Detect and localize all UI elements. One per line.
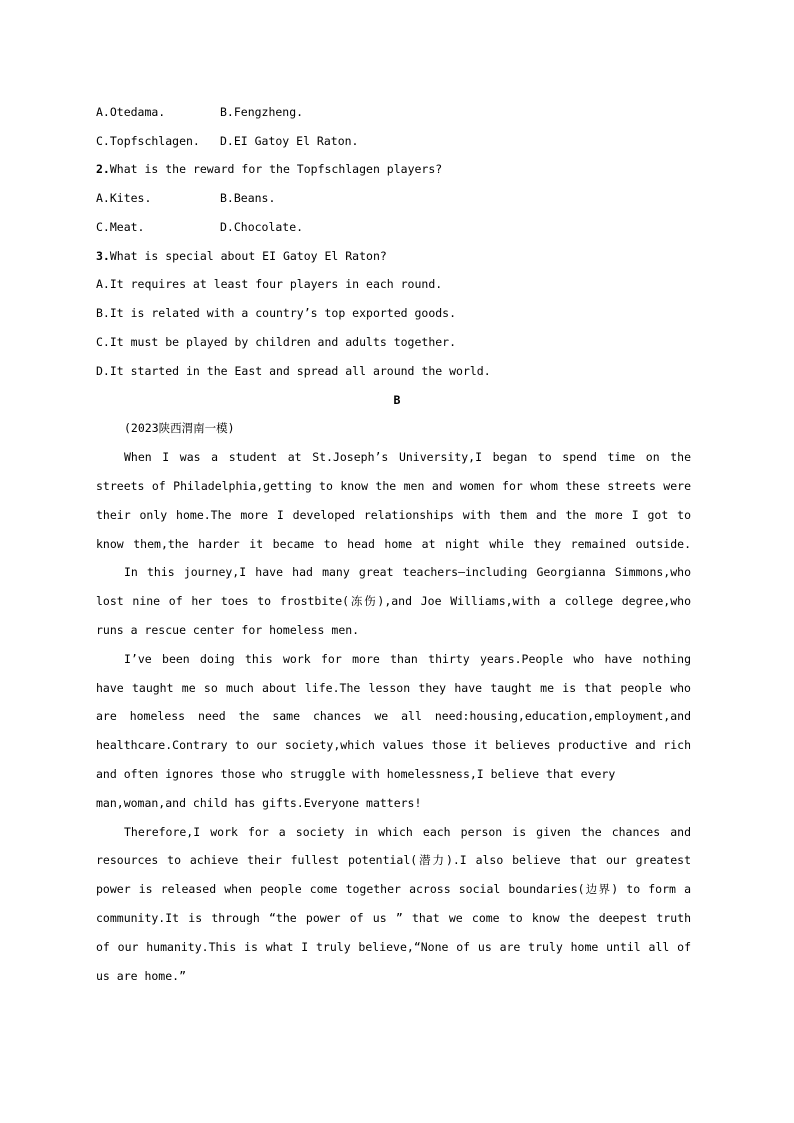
paragraph-3-line-1: I’ve been doing this work for more than thirty years.People who have nothing: [124, 652, 691, 666]
paragraph-3-line-3: are homeless need the same chances we all need:housing,education,employment,and: [96, 709, 691, 723]
section-b-source: (2023陕西渭南一模): [124, 421, 235, 435]
question-2: [96, 160, 442, 178]
paragraph-4-line-4: community.It is through “the power of us ” that we come to know the deepest truth: [96, 911, 691, 925]
paragraph-2-line-2: lost nine of her toes to frostbite(冻伤),and Joe Williams,with a college degree,who: [96, 594, 691, 608]
q2-option-a: A.Kites.: [96, 191, 152, 205]
q1-options-row-1: [96, 103, 304, 121]
q1-option-a: A.Otedama.: [96, 105, 166, 119]
question-3: [96, 247, 387, 265]
q3-option-b: B.It is related with a country’s top exported goods.: [96, 306, 457, 320]
question-3-text: What is special about EI Gatoy El Raton?: [109, 249, 387, 263]
q1-option-d: D.EI Gatoy El Raton.: [220, 134, 359, 148]
q3-option-d: D.It started in the East and spread all around the world.: [96, 364, 491, 378]
paragraph-2-line-1: In this journey,I have had many great teachers—including Georgianna Simmons,who: [124, 565, 691, 579]
paragraph-4-line-1: Therefore,I work for a society in which each person is given the chances and: [124, 825, 691, 839]
q2-option-d: D.Chocolate.: [220, 220, 304, 234]
q1-options-row-2: [96, 132, 359, 150]
paragraph-4-line-6: us are home.”: [96, 969, 187, 983]
paragraph-1-line-2: streets of Philadelphia,getting to know the men and women for whom these streets were: [96, 479, 691, 493]
q2-options-row-2: [96, 218, 304, 236]
paragraph-3-line-6: man,woman,and child has gifts.Everyone matters!: [96, 796, 422, 810]
paragraph-3-line-2: have taught me so much about life.The lesson they have taught me is that people who: [96, 681, 691, 695]
question-2-number: 2.: [96, 162, 110, 176]
question-2-text: What is the reward for the Topfschlagen players?: [109, 162, 443, 176]
paragraph-2-line-3: runs a rescue center for homeless men.: [96, 623, 360, 637]
paragraph-4-line-5: of our humanity.This is what I truly believe,“None of us are truly home until all of: [96, 940, 691, 954]
q2-option-c: C.Meat.: [96, 220, 145, 234]
section-b-heading: B: [393, 393, 401, 407]
q2-option-b: B.Beans.: [220, 191, 276, 205]
q2-options-row-1: [96, 189, 276, 207]
paragraph-3-line-4: healthcare.Contrary to our society,which values those it believes productive and rich: [96, 738, 691, 752]
q3-option-a: A.It requires at least four players in each round.: [96, 277, 443, 291]
paragraph-1-line-4: know them,the harder it became to head home at night while they remained outside.: [96, 537, 691, 551]
q3-option-c: C.It must be played by children and adults together.: [96, 335, 457, 349]
paragraph-1-line-3: their only home.The more I developed relationships with them and the more I got to: [96, 508, 691, 522]
paragraph-1-line-1: When I was a student at St.Joseph’s University,I began to spend time on the: [124, 450, 691, 464]
paragraph-3-line-5: and often ignores those who struggle with homelessness,I believe that every: [96, 767, 616, 781]
paragraph-4-line-3: power is released when people come together across social boundaries(边界) to form a: [96, 882, 691, 896]
q1-option-c: C.Topfschlagen.: [96, 134, 200, 148]
question-3-number: 3.: [96, 249, 110, 263]
paragraph-4-line-2: resources to achieve their fullest potential(潜力).I also believe that our greatest: [96, 853, 691, 867]
q1-option-b: B.Fengzheng.: [220, 105, 304, 119]
